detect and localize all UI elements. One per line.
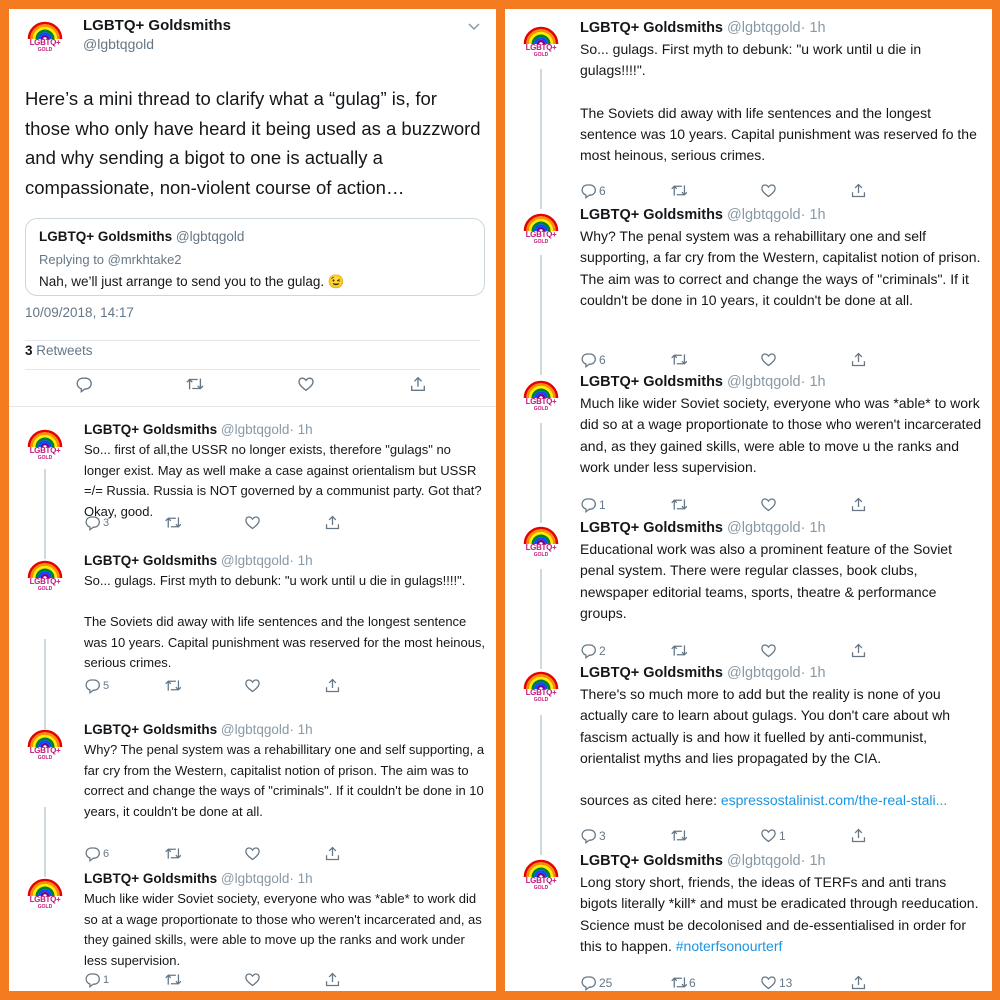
reply-button[interactable]	[580, 496, 606, 513]
share-icon	[324, 677, 341, 694]
tweet-time[interactable]: · 1h	[289, 422, 313, 437]
retweet-button[interactable]	[164, 845, 181, 862]
like-count: 13	[779, 975, 793, 990]
reply-button[interactable]	[580, 827, 606, 844]
avatar[interactable]	[521, 667, 561, 711]
reply-count: 3	[599, 828, 606, 843]
tweet-time[interactable]: · 1h	[289, 553, 313, 568]
tweet-time[interactable]: · 1h	[800, 207, 826, 223]
reply-icon	[84, 514, 101, 531]
tweet-actions	[580, 496, 860, 514]
like-button[interactable]	[297, 375, 315, 393]
reply-text	[84, 740, 488, 822]
author-handle[interactable]: @lgbtqgold	[727, 374, 801, 390]
tweet-body: Long story short, friends, the ideas of TERFs and anti trans bigots literally *kill* and must be eradicated through reeducation. Science must be decolonised and de-essentialised in order for this to happen.	[580, 874, 979, 954]
reply-header	[84, 721, 313, 739]
reply-count: 2	[599, 643, 606, 658]
share-icon	[324, 971, 341, 988]
left-screenshot-panel	[9, 9, 496, 991]
reply-button[interactable]	[580, 182, 606, 199]
main-tweet-text: Here’s a mini thread to clarify what a “gulag” is, for those who only have heard it being used as a buzzword and why sending a bigot to one is actually a compassionate, non-violent course of action…	[25, 88, 481, 198]
author-name[interactable]: LGBTQ+ Goldsmiths	[84, 553, 218, 568]
retweet-icon	[670, 351, 687, 368]
reply-header	[580, 205, 826, 225]
retweet-button[interactable]	[670, 182, 687, 199]
reply-text	[580, 684, 984, 812]
share-button[interactable]	[409, 375, 427, 393]
retweet-count[interactable]	[25, 343, 93, 358]
reply-button[interactable]	[75, 375, 93, 393]
author-handle[interactable]: @lgbtqgold	[727, 853, 801, 869]
avatar[interactable]	[521, 22, 561, 66]
reply-text	[580, 393, 984, 478]
author-handle[interactable]: @lgbtqgold	[727, 520, 801, 536]
author-handle[interactable]: @lgbtqgold	[220, 871, 290, 886]
share-button[interactable]	[850, 642, 867, 659]
author-handle[interactable]: @lgbtqgold	[727, 207, 801, 223]
tweet-time[interactable]: · 1h	[289, 722, 313, 737]
logo-subtext: GOLD	[533, 885, 549, 891]
author-handle[interactable]: @lgbtqgold	[727, 665, 801, 681]
logo-subtext: GOLD	[37, 586, 53, 592]
retweet-button[interactable]	[185, 375, 205, 393]
share-icon	[850, 182, 867, 199]
reply-button[interactable]	[84, 514, 109, 531]
logo-text: LGBTQ+	[525, 230, 557, 239]
avatar[interactable]	[521, 209, 561, 253]
reply-header	[580, 851, 826, 871]
author-name[interactable]: LGBTQ+ Goldsmiths	[580, 207, 723, 223]
divider	[25, 369, 480, 370]
reply-text	[580, 39, 984, 167]
reply-count: 6	[599, 352, 606, 367]
reply-icon	[75, 375, 93, 393]
logo-text: LGBTQ+	[525, 397, 557, 406]
reply-count: 6	[599, 183, 606, 198]
reply-button[interactable]	[84, 677, 109, 694]
tweet-body: Why? The penal system was a rehabillitary one and self supporting, a far cry from the Western, capitalist notion of prison. The aim was to correct and change the ways of "criminals". If it couldn't be done in 10 years, it couldn't be done at all.	[580, 228, 981, 308]
logo-subtext: GOLD	[37, 904, 53, 910]
tweet-body: Much like wider Soviet society, everyone who was *able* to work did so at a wage proportionate to those who weren't incarcerated and, as they gained skills, were able to move u the ranks and work under less supervision.	[580, 395, 982, 475]
logo-subtext: GOLD	[37, 455, 53, 461]
like-button[interactable]	[760, 974, 792, 991]
tweet-actions	[580, 642, 860, 660]
like-button[interactable]	[244, 677, 261, 694]
reply-icon	[580, 351, 597, 368]
avatar[interactable]	[521, 855, 561, 899]
like-icon	[760, 496, 777, 513]
share-button[interactable]	[850, 182, 867, 199]
reply-icon	[580, 827, 597, 844]
author-name[interactable]: LGBTQ+ Goldsmiths	[83, 17, 231, 34]
retweet-button[interactable]	[670, 496, 687, 513]
tweet-time[interactable]: · 1h	[800, 853, 826, 869]
tweet-datetime[interactable]: 10/09/2018, 14:17	[25, 305, 134, 320]
share-button[interactable]	[324, 845, 341, 862]
author-name[interactable]: LGBTQ+ Goldsmiths	[84, 422, 218, 437]
share-icon	[324, 845, 341, 862]
reply-header	[580, 18, 826, 38]
logo-text: LGBTQ+	[525, 876, 557, 885]
retweet-button[interactable]	[164, 677, 181, 694]
reply-header	[84, 421, 313, 439]
tweet-body: So... gulags. First myth to debunk: "u work until u die in gulags!!!!". The Soviets did away with life sentences and the longest sentence was 10 years. Capital punishment was reserved for the most heinous, serious crimes.	[84, 573, 486, 670]
thread-connector	[44, 469, 46, 559]
retweet-count: 6	[689, 975, 696, 990]
author-handle[interactable]: @lgbtqgold	[220, 722, 290, 737]
retweet-icon	[670, 642, 687, 659]
tweet-actions	[580, 974, 860, 991]
author-name[interactable]: LGBTQ+ Goldsmiths	[84, 722, 218, 737]
reply-button[interactable]	[580, 642, 606, 659]
reply-icon	[84, 677, 101, 694]
author-name[interactable]: LGBTQ+ Goldsmiths	[580, 374, 723, 390]
reply-text	[580, 539, 984, 624]
tweet-actions	[580, 351, 860, 369]
like-count: 1	[779, 828, 786, 843]
share-button[interactable]	[850, 496, 867, 513]
thread-connector	[44, 639, 46, 729]
reply-header	[580, 372, 826, 392]
logo-text: LGBTQ+	[29, 38, 61, 47]
retweet-number: 3	[25, 343, 33, 358]
sources-prefix: sources as cited here:	[580, 792, 721, 809]
reply-header	[84, 870, 313, 888]
right-screenshot-panel	[505, 9, 992, 991]
like-icon	[760, 182, 777, 199]
retweet-icon	[164, 845, 181, 862]
quoted-author-handle: @lgbtqgold	[175, 229, 245, 244]
like-button[interactable]	[244, 514, 261, 531]
reply-icon	[580, 974, 597, 991]
tweet-body: So... gulags. First myth to debunk: "u work until u die in gulags!!!!". The Soviets did away with life sentences and the longest sentence was 10 years. Capital punishment was reserved fo the most heinous, serious crimes.	[580, 41, 977, 164]
reply-header	[580, 518, 826, 538]
tweet-body: So... first of all,the USSR no longer exists, therefore "gulags" no longer exist. May as well make a case against orientalism but USSR =/= Russia. Russia is NOT governed by a communist party. Got that? Okay, good.	[84, 442, 482, 519]
logo-text: LGBTQ+	[29, 577, 61, 586]
like-button[interactable]	[760, 642, 777, 659]
reply-count: 5	[103, 679, 110, 692]
logo-text: LGBTQ+	[525, 688, 557, 697]
retweet-icon	[164, 514, 181, 531]
thread-connector	[540, 569, 542, 669]
retweet-button[interactable]	[164, 971, 181, 988]
share-icon	[850, 974, 867, 991]
share-button[interactable]	[324, 677, 341, 694]
sources-link[interactable]: espressostalinist.com/the-real-stali...	[720, 792, 948, 809]
author-handle[interactable]: @lgbtqgold	[727, 20, 801, 36]
thread-connector	[540, 423, 542, 523]
reply-count: 6	[103, 847, 110, 860]
retweet-icon	[670, 496, 687, 513]
share-button[interactable]	[850, 974, 867, 991]
share-icon	[324, 514, 341, 531]
logo-text: LGBTQ+	[29, 746, 61, 755]
tweet-time[interactable]: · 1h	[800, 20, 826, 36]
chevron-down-icon[interactable]	[468, 23, 480, 31]
retweet-icon	[670, 182, 687, 199]
like-icon	[760, 642, 777, 659]
avatar[interactable]	[25, 17, 65, 61]
tweet-body: Educational work was also a prominent feature of the Soviet penal system. There were regular classes, book clubs, newspaper editorial teams, sports, theatre & performance groups.	[580, 541, 952, 621]
tweet-actions	[84, 971, 364, 989]
retweet-icon	[164, 971, 181, 988]
retweet-button[interactable]	[670, 351, 687, 368]
tweet-time[interactable]: · 1h	[289, 871, 313, 886]
thread-connector	[540, 255, 542, 375]
reply-icon	[84, 971, 101, 988]
reply-count: 25	[599, 975, 613, 990]
reply-icon	[580, 496, 597, 513]
thread-connector	[540, 715, 542, 855]
logo-subtext: GOLD	[533, 52, 549, 58]
tweet-time[interactable]: · 1h	[800, 665, 826, 681]
like-button[interactable]	[760, 351, 777, 368]
reply-button[interactable]	[84, 971, 109, 988]
logo-text: LGBTQ+	[29, 446, 61, 455]
reply-icon	[580, 642, 597, 659]
quoted-tweet[interactable]	[25, 218, 485, 296]
retweet-button[interactable]	[670, 974, 696, 991]
avatar[interactable]	[521, 522, 561, 566]
like-icon	[297, 375, 315, 393]
thread-connector	[540, 69, 542, 209]
like-button[interactable]	[760, 827, 786, 844]
like-icon	[244, 677, 261, 694]
retweet-icon	[164, 677, 181, 694]
tweet-body: There's so much more to add but the reality is none of you actually care to learn about gulags. You don't care about wh fascism actually is and how it fuelled by anti-communist, orientalist myths and lies propagated by the CIA.	[580, 686, 951, 766]
quoted-text: Nah, we’ll just arrange to send you to the gulag. 😉	[39, 274, 345, 289]
share-icon	[850, 827, 867, 844]
logo-text: LGBTQ+	[525, 543, 557, 552]
tweet-body: Much like wider Soviet society, everyone who was *able* to work did so at a wage proportionate to those who weren't incarcerated and, as they gained skills, were able to move up the ranks and work under less supervision.	[84, 891, 482, 968]
retweet-icon	[185, 375, 205, 393]
retweet-icon	[670, 974, 687, 991]
author-name[interactable]: LGBTQ+ Goldsmiths	[580, 20, 723, 36]
like-button[interactable]	[760, 182, 777, 199]
avatar[interactable]	[521, 376, 561, 420]
reply-text	[84, 889, 488, 971]
reply-text	[580, 872, 984, 957]
share-icon	[850, 496, 867, 513]
avatar[interactable]	[25, 556, 65, 600]
share-button[interactable]	[850, 351, 867, 368]
logo-subtext: GOLD	[37, 47, 53, 53]
tweet-actions	[580, 827, 860, 845]
tweet-body: Why? The penal system was a rehabillitary one and self supporting, a far cry from the Western, capitalist notion of prison. The aim was to correct and change the ways of "criminals". If it couldn't be done in 10 years, it couldn't be done at all.	[84, 742, 485, 819]
reply-text	[580, 226, 984, 311]
logo-subtext: GOLD	[37, 755, 53, 761]
share-icon	[409, 375, 427, 393]
logo-subtext: GOLD	[533, 697, 549, 703]
reply-text	[84, 440, 488, 522]
avatar[interactable]	[25, 725, 65, 769]
reply-icon	[580, 182, 597, 199]
like-icon	[760, 351, 777, 368]
logo-subtext: GOLD	[533, 406, 549, 412]
logo-text: LGBTQ+	[525, 43, 557, 52]
share-button[interactable]	[850, 827, 867, 844]
retweet-button[interactable]	[164, 514, 181, 531]
author-handle[interactable]: @lgbtqgold	[83, 36, 155, 52]
author-name[interactable]: LGBTQ+ Goldsmiths	[580, 520, 723, 536]
like-icon	[244, 514, 261, 531]
reply-header	[84, 552, 313, 570]
like-button[interactable]	[244, 971, 261, 988]
author-name[interactable]: LGBTQ+ Goldsmiths	[84, 871, 218, 886]
retweet-label: Retweets	[36, 343, 93, 358]
reply-header	[580, 663, 826, 683]
hashtag-link[interactable]: #noterfsonourterf	[675, 937, 783, 954]
reply-button[interactable]	[580, 974, 612, 991]
retweet-button[interactable]	[670, 827, 687, 844]
retweet-icon	[670, 827, 687, 844]
quoted-author-name: LGBTQ+ Goldsmiths	[39, 229, 173, 244]
tweet-actions	[84, 677, 364, 695]
reply-button[interactable]	[580, 351, 606, 368]
like-button[interactable]	[760, 496, 777, 513]
reply-count: 1	[103, 973, 110, 986]
reply-text	[84, 571, 488, 674]
logo-subtext: GOLD	[533, 552, 549, 558]
reply-count: 3	[103, 516, 110, 529]
like-icon	[244, 845, 261, 862]
like-icon	[760, 827, 777, 844]
author-handle[interactable]: @lgbtqgold	[220, 422, 290, 437]
like-button[interactable]	[244, 845, 261, 862]
quoted-author	[39, 229, 244, 244]
share-icon	[850, 351, 867, 368]
reply-icon	[84, 845, 101, 862]
like-icon	[244, 971, 261, 988]
retweet-button[interactable]	[670, 642, 687, 659]
replying-to: Replying to @mrkhtake2	[39, 252, 182, 267]
tweet-actions	[84, 845, 364, 863]
tweet-time[interactable]: · 1h	[800, 520, 826, 536]
tweet-actions	[580, 182, 860, 200]
author-handle[interactable]: @lgbtqgold	[220, 553, 290, 568]
like-icon	[760, 974, 777, 991]
thread-connector	[44, 807, 46, 877]
reply-count: 1	[599, 497, 606, 512]
share-button[interactable]	[324, 514, 341, 531]
logo-subtext: GOLD	[533, 239, 549, 245]
logo-text: LGBTQ+	[29, 895, 61, 904]
divider	[25, 340, 480, 341]
author-name[interactable]: LGBTQ+ Goldsmiths	[580, 665, 723, 681]
tweet-actions	[84, 514, 364, 532]
avatar[interactable]	[25, 425, 65, 469]
avatar[interactable]	[25, 874, 65, 918]
share-icon	[850, 642, 867, 659]
reply-button[interactable]	[84, 845, 109, 862]
tweet-time[interactable]: · 1h	[800, 374, 826, 390]
main-tweet-actions	[9, 375, 496, 399]
divider	[9, 406, 496, 407]
share-button[interactable]	[324, 971, 341, 988]
author-name[interactable]: LGBTQ+ Goldsmiths	[580, 853, 723, 869]
